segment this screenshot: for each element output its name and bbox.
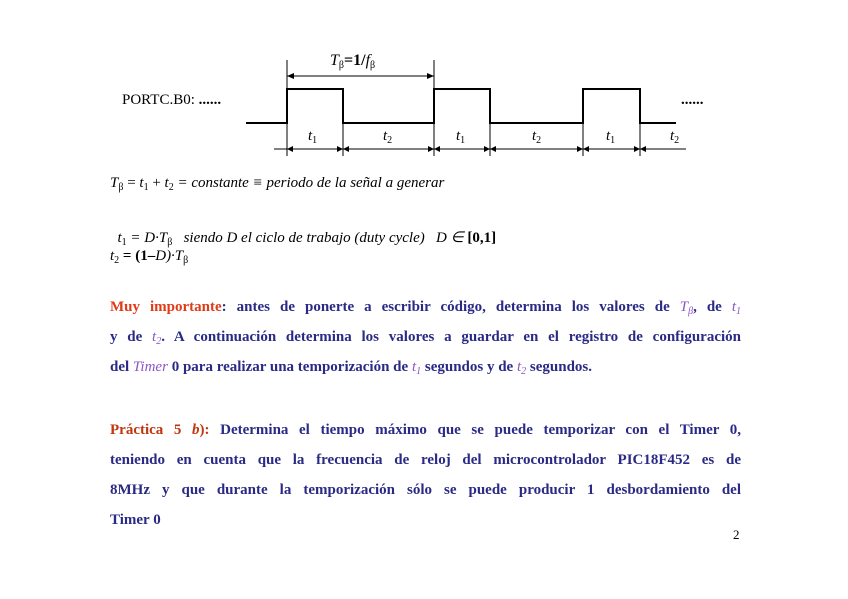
- equation-period: $T_\beta = t_1 + t_2$ = constante ≡ periodo de la señal a generar: [110, 175, 445, 193]
- practice-line-1: Práctica 5 b): Determina el tiempo máximo que se puede temporizar con el Timer 0,: [110, 422, 741, 438]
- equation-t1: $t_1 = D\cdot T_\beta$ siendo D el ciclo de trabajo (duty cycle) D ∈ [0,1]: [117, 230, 497, 248]
- period-sub: β: [338, 60, 344, 71]
- timing-diagram: [0, 0, 848, 170]
- important-line-3: del Timer 0 para realizar una temporización de $t_1$ segundos y de $t_2$ segundos.: [110, 359, 592, 377]
- period-label: [330, 52, 375, 70]
- important-line-2: y de $t_2$. A continuación determina los valores a guardar en el registro de configuración: [110, 329, 741, 347]
- period-arrowhead-right: [427, 73, 434, 79]
- segment-label-t1-b: $t_1$: [456, 128, 466, 146]
- period-arrowhead-left: [287, 73, 294, 79]
- segment-label-t2-a: $t_2$: [383, 128, 393, 146]
- segment-label-t2-b: $t_2$: [532, 128, 542, 146]
- practice-line-3: 8MHz y que durante la temporización sólo se puede producir 1 desbordamiento del: [110, 482, 741, 498]
- period-eq: =1/: [344, 52, 366, 69]
- port-label: [122, 92, 221, 109]
- segment-label-t1-a: $t_1$: [308, 128, 318, 146]
- period-T: T: [330, 52, 339, 69]
- practice-paragraph: [110, 415, 741, 535]
- dots-left: ......: [198, 92, 222, 108]
- segment-label-t1-c: $t_1$: [606, 128, 616, 146]
- practice-line-2: teniendo en cuenta que la frecuencia de reloj del microcontrolador PIC18F452 es de: [110, 452, 741, 468]
- port-label-text: PORTC.B0:: [122, 92, 195, 108]
- square-wave: [246, 89, 676, 123]
- important-paragraph: [110, 292, 741, 382]
- practice-line-4: Timer 0: [110, 512, 161, 528]
- dots-right: ......: [681, 92, 704, 108]
- equation-t2: $t_2 = (1-D)\cdot T_\beta$: [110, 248, 189, 266]
- period-f-sub: β: [370, 60, 376, 71]
- segment-label-t2-c: $t_2$: [670, 128, 680, 146]
- important-line-1: Muy importante: antes de ponerte a escribir código, determina los valores de $T_\beta$, de $t_1$: [110, 299, 741, 317]
- page-number: 2: [733, 527, 740, 542]
- period-f: f: [365, 52, 371, 69]
